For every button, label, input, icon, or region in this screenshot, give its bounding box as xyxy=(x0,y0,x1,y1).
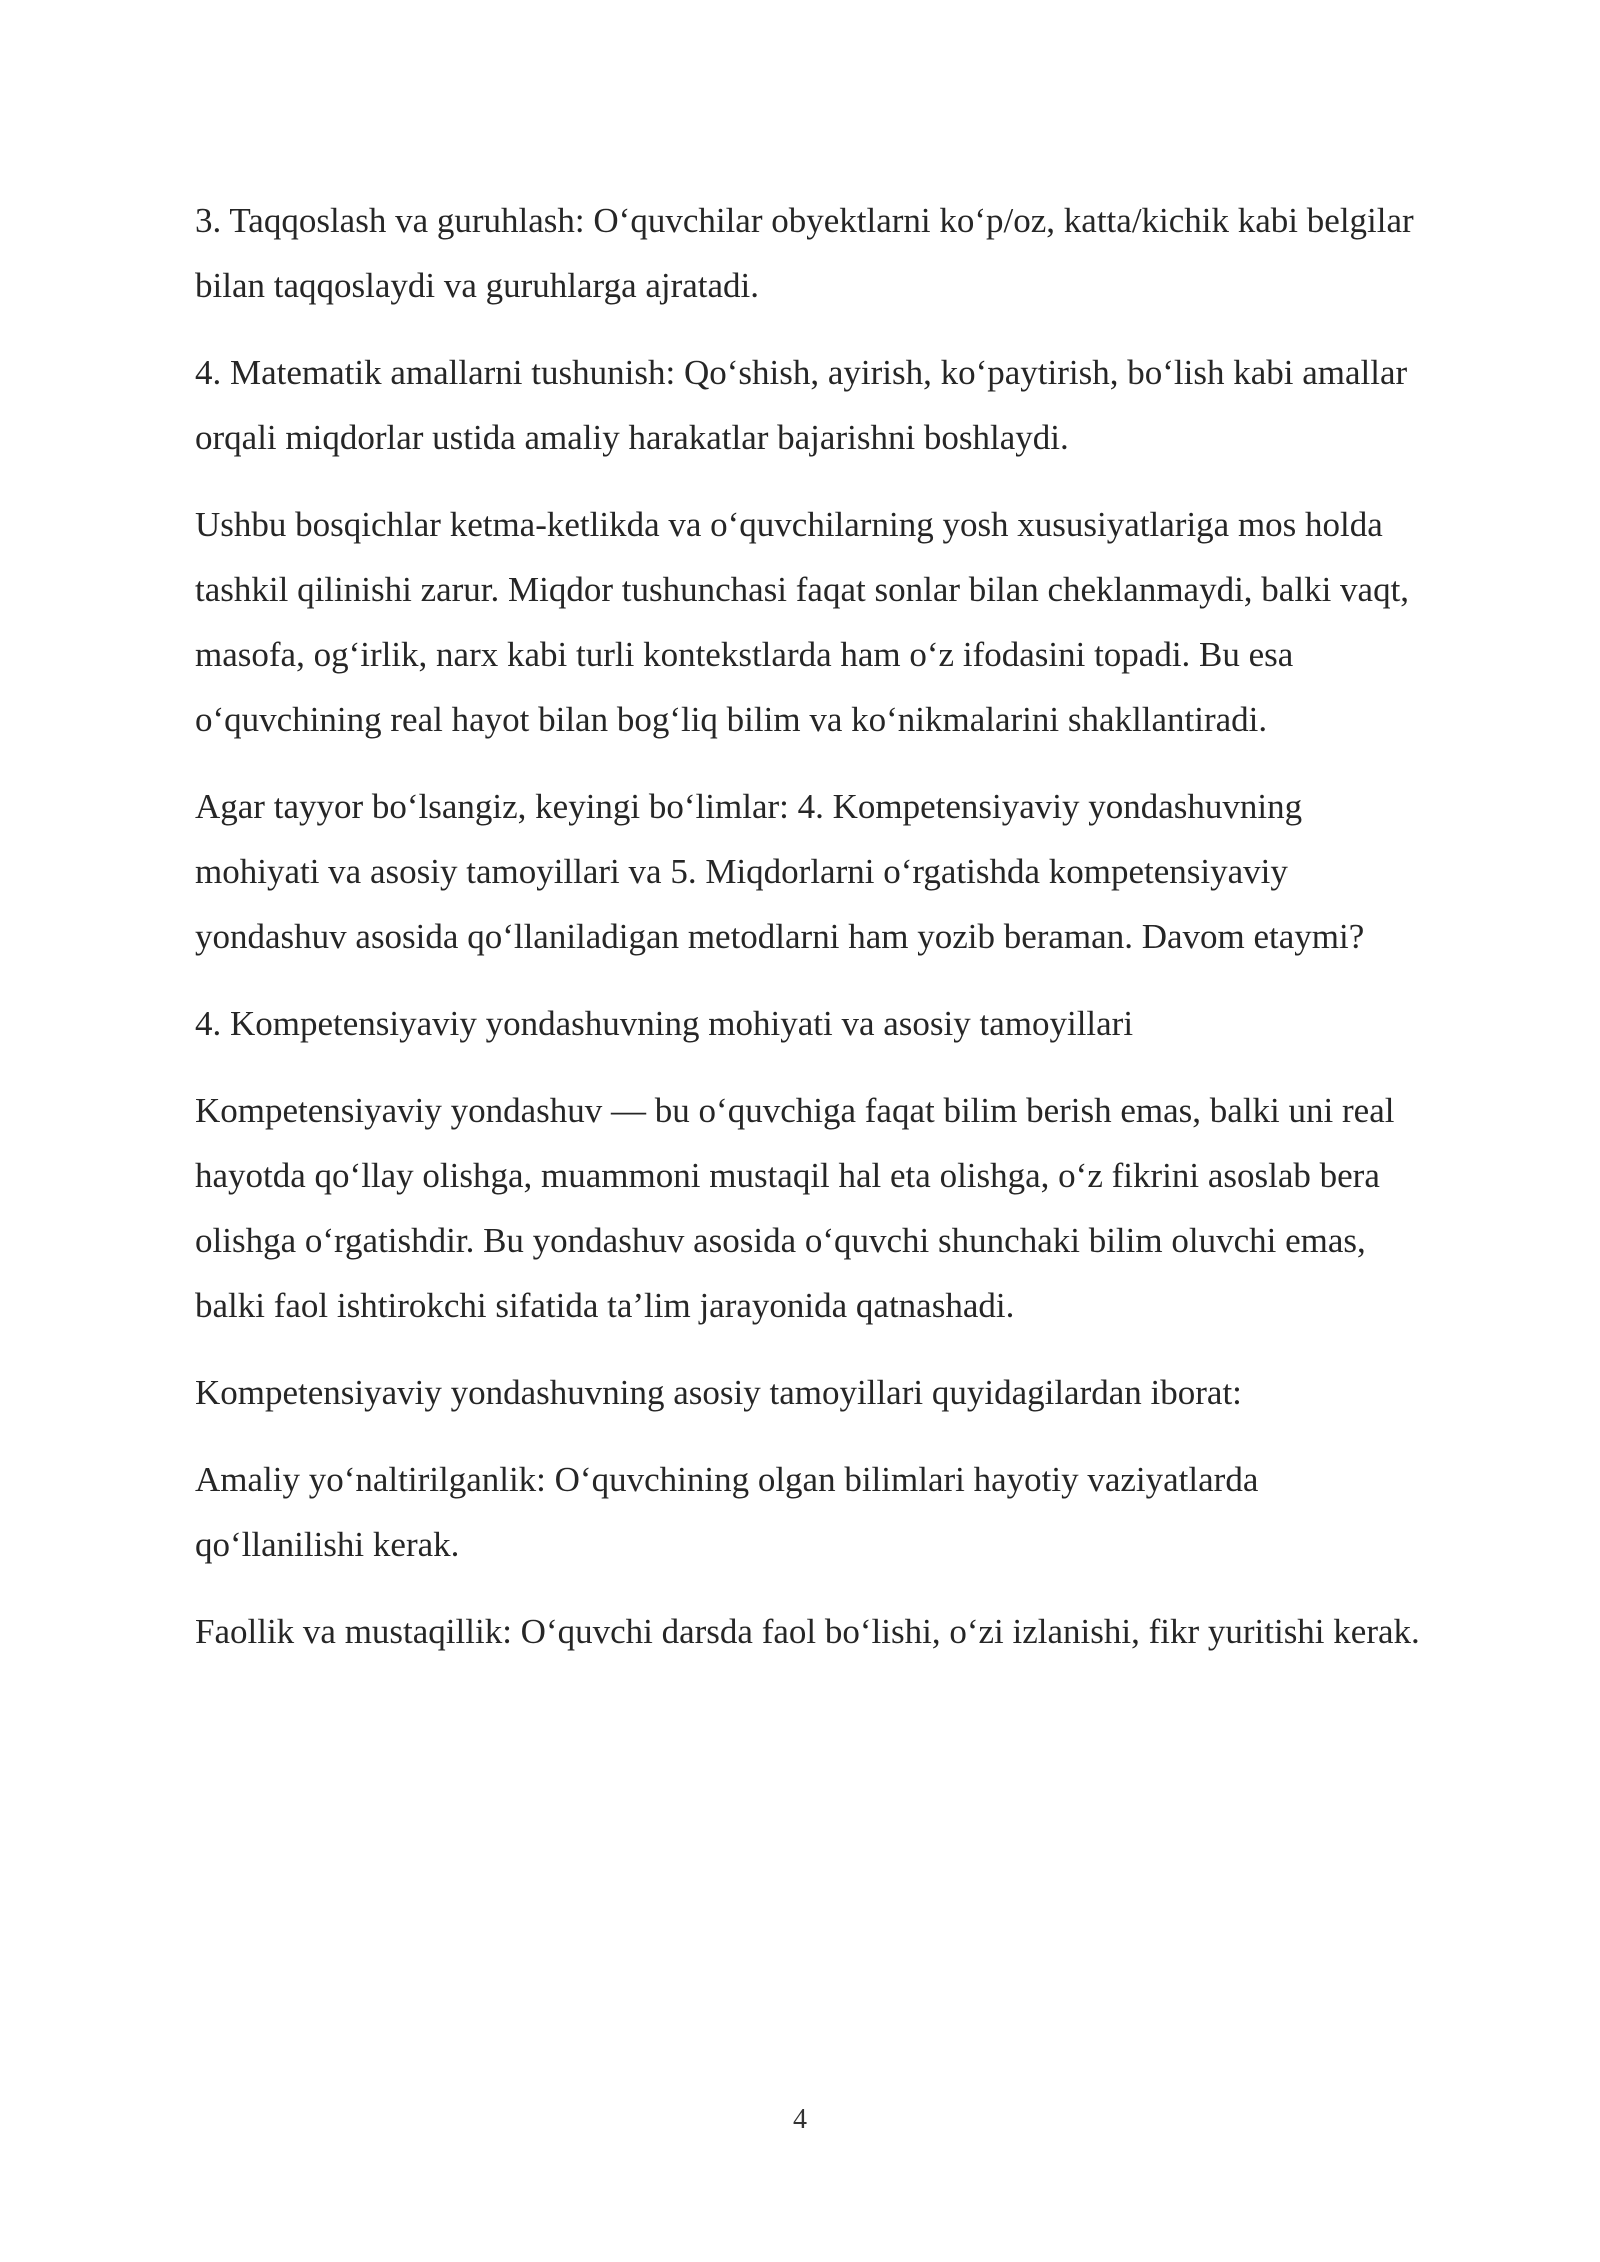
page-number: 4 xyxy=(793,2104,807,2135)
page-body xyxy=(195,188,1425,1686)
paragraph-stages-sequence: Ushbu bosqichlar ketma-ketlikda va o‘quvchilarning yosh xususiyatlariga mos holda tashkil qilinishi zarur. Miqdor tushunchasi faqat sonlar bilan cheklanmaydi, balki vaqt, masofa, og‘irlik, narx kabi turli kontekstlarda ham o‘z ifodasini topadi. Bu esa o‘quvchining real hayot bilan bog‘liq bilim va ko‘nikmalarini shakllantiradi. xyxy=(195,505,1410,739)
paragraph-comparison-grouping: 3. Taqqoslash va guruhlash: O‘quvchilar obyektlarni ko‘p/oz, katta/kichik kabi belgilar bilan taqqoslaydi va guruhlarga ajratadi. xyxy=(195,201,1414,305)
paragraph-competency-definition: Kompetensiyaviy yondashuv — bu o‘quvchiga faqat bilim berish emas, balki uni real hayotda qo‘llay olishga, muammoni mustaqil hal eta olishga, o‘z fikrini asoslab bera olishga o‘rgatishdir. Bu yondashuv asosida o‘quvchi shunchaki bilim oluvchi emas, balki faol ishtirokchi sifatida ta’lim jarayonida qatnashadi. xyxy=(195,1091,1395,1325)
paragraph-principles-intro: Kompetensiyaviy yondashuvning asosiy tamoyillari quyidagilardan iborat: xyxy=(195,1373,1242,1412)
paragraph-math-operations: 4. Matematik amallarni tushunish: Qo‘shish, ayirish, ko‘paytirish, bo‘lish kabi amallar orqali miqdorlar ustida amaliy harakatlar bajarishni boshlaydi. xyxy=(195,353,1408,457)
paragraph-practical-orientation: Amaliy yo‘naltirilganlik: O‘quvchining olgan bilimlari hayotiy vaziyatlarda qo‘llanilishi kerak. xyxy=(195,1460,1259,1564)
paragraph-activity-independence: Faollik va mustaqillik: O‘quvchi darsda faol bo‘lishi, o‘zi izlanishi, fikr yuritishi kerak. xyxy=(195,1612,1420,1651)
paragraph-next-sections: Agar tayyor bo‘lsangiz, keyingi bo‘limlar: 4. Kompetensiyaviy yondashuvning mohiyati va asosiy tamoyillari va 5. Miqdorlarni o‘rgatishda kompetensiyaviy yondashuv asosida qo‘llaniladigan metodlarni ham yozib beraman. Davom etaymi? xyxy=(195,787,1365,956)
section-heading-competency-approach: 4. Kompetensiyaviy yondashuvning mohiyati va asosiy tamoyillari xyxy=(195,1004,1134,1043)
